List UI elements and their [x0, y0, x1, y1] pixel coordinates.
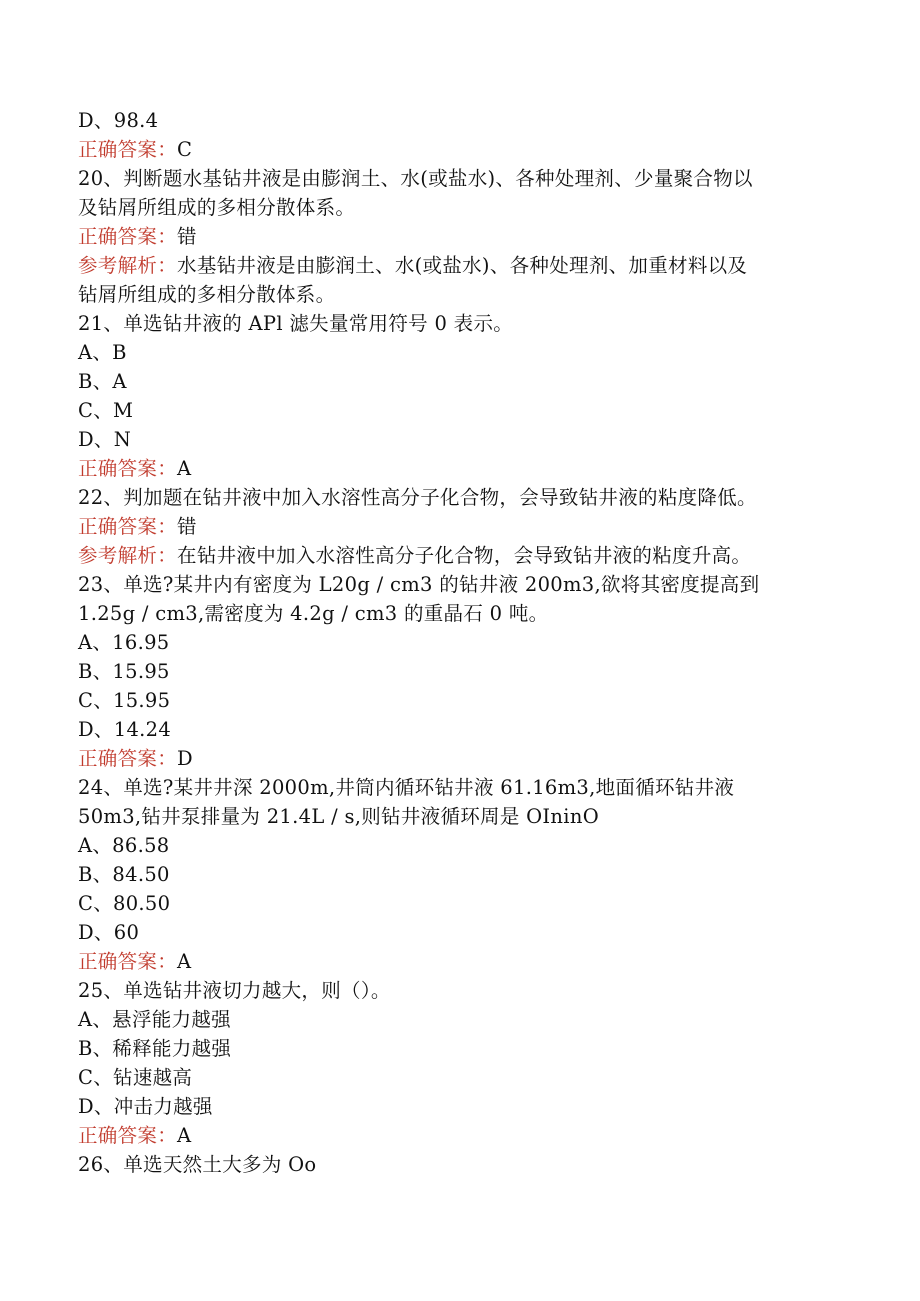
option-c-q21: C、M	[78, 399, 134, 422]
answer-label: 正确答案：	[78, 225, 178, 248]
question-20-line1: 20、判断题水基钻井液是由膨润土、水(或盐水)、各种处理剂、少量聚合物以	[78, 167, 753, 190]
question-20-line2: 及钻屑所组成的多相分散体系。	[78, 196, 356, 219]
answer-label: 正确答案：	[78, 457, 178, 480]
option-a-q21: A、B	[78, 341, 127, 364]
question-26: 26、单选天然土大多为 Oo	[78, 1153, 317, 1176]
option-a-q23: A、16.95	[78, 631, 170, 654]
question-24-line2: 50m3,钻井泵排量为 21.4L / s,则钻井液循环周是 OIninO	[78, 805, 599, 828]
answer-label: 正确答案：	[78, 747, 178, 770]
analysis-value: 在钻井液中加入水溶性高分子化合物，会导致钻井液的粘度升高。	[177, 544, 752, 567]
answer-label: 正确答案：	[78, 138, 178, 161]
answer-q24	[78, 947, 838, 976]
analysis-label: 参考解析：	[78, 544, 178, 567]
answer-value: A	[177, 457, 192, 480]
option-b-q24: B、84.50	[78, 863, 170, 886]
analysis-label: 参考解析：	[78, 254, 178, 277]
option-a-q25: A、悬浮能力越强	[78, 1008, 231, 1031]
question-21: 21、单选钻井液的 APl 滤失量常用符号 0 表示。	[78, 312, 514, 335]
option-d-q19: D、98.4	[78, 109, 159, 132]
analysis-value: 水基钻井液是由膨润土、水(或盐水)、各种处理剂、加重材料以及	[177, 254, 748, 277]
answer-label: 正确答案：	[78, 515, 178, 538]
option-d-q23: D、14.24	[78, 718, 172, 741]
answer-q22	[78, 512, 838, 541]
option-a-q24: A、86.58	[78, 834, 170, 857]
answer-value: D	[177, 747, 193, 770]
question-24-line1: 24、单选?某井井深 2000m,井筒内循环钻井液 61.16m3,地面循环钻井液	[78, 776, 735, 799]
answer-q23	[78, 744, 838, 773]
answer-q21	[78, 454, 838, 483]
answer-q20	[78, 222, 838, 251]
option-c-q25: C、钻速越高	[78, 1066, 193, 1089]
option-c-q23: C、15.95	[78, 689, 171, 712]
option-b-q23: B、15.95	[78, 660, 170, 683]
option-c-q24: C、80.50	[78, 892, 171, 915]
answer-value: A	[177, 950, 192, 973]
answer-value: 错	[177, 225, 197, 248]
answer-q25	[78, 1121, 838, 1150]
document-page	[78, 106, 838, 1179]
answer-label: 正确答案：	[78, 1124, 178, 1147]
answer-value: 错	[177, 515, 197, 538]
answer-value: A	[177, 1124, 192, 1147]
answer-label: 正确答案：	[78, 950, 178, 973]
analysis-q22	[78, 541, 838, 570]
analysis-q20-line2: 钻屑所组成的多相分散体系。	[78, 283, 336, 306]
option-d-q25: D、冲击力越强	[78, 1095, 213, 1118]
option-d-q24: D、60	[78, 921, 140, 944]
question-25: 25、单选钻井液切力越大，则（）。	[78, 979, 391, 1002]
analysis-q20-line1	[78, 251, 838, 280]
question-23-line2: 1.25g / cm3,需密度为 4.2g / cm3 的重晶石 0 吨。	[78, 602, 549, 625]
option-b-q21: B、A	[78, 370, 127, 393]
question-23-line1: 23、单选?某井内有密度为 L20g / cm3 的钻井液 200m3,欲将其密度提高到	[78, 573, 760, 596]
question-22: 22、判加题在钻井液中加入水溶性高分子化合物，会导致钻井液的粘度降低。	[78, 486, 757, 509]
answer-q19	[78, 135, 838, 164]
option-d-q21: D、N	[78, 428, 132, 451]
answer-value: C	[177, 138, 193, 161]
option-b-q25: B、稀释能力越强	[78, 1037, 232, 1060]
